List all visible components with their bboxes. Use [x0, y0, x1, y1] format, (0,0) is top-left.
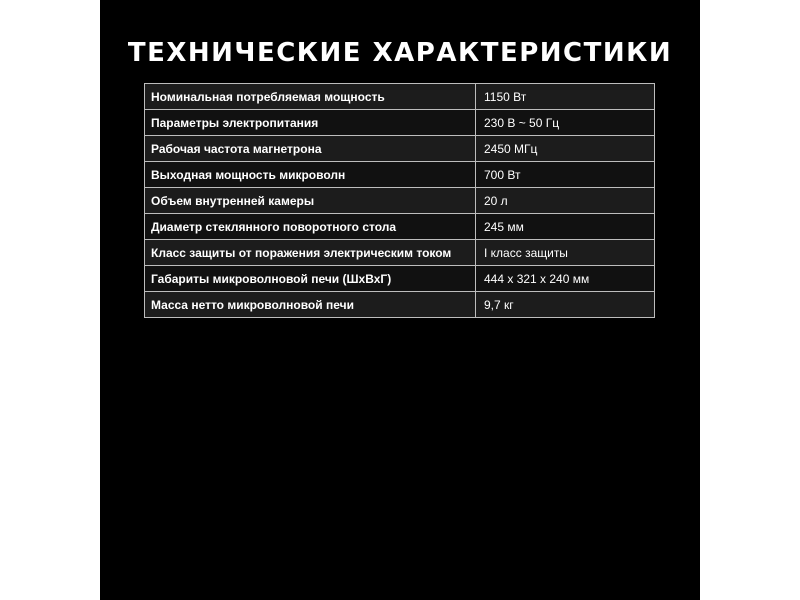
table-row [145, 214, 655, 240]
spec-name: Номинальная потребляемая мощность [145, 84, 476, 110]
spec-name: Выходная мощность микроволн [145, 162, 476, 188]
table-row [145, 292, 655, 318]
spec-value: 2450 МГц [476, 136, 655, 162]
spec-value: 1150 Вт [476, 84, 655, 110]
specs-table [144, 83, 655, 318]
spec-sheet [100, 0, 700, 600]
spec-value: 444 х 321 х 240 мм [476, 266, 655, 292]
spec-value: I класс защиты [476, 240, 655, 266]
spec-value: 245 мм [476, 214, 655, 240]
table-row [145, 110, 655, 136]
spec-name: Параметры электропитания [145, 110, 476, 136]
table-row [145, 266, 655, 292]
table-row [145, 188, 655, 214]
spec-name: Рабочая частота магнетрона [145, 136, 476, 162]
table-row [145, 162, 655, 188]
table-row [145, 84, 655, 110]
spec-value: 20 л [476, 188, 655, 214]
spec-name: Класс защиты от поражения электрическим током [145, 240, 476, 266]
table-row [145, 136, 655, 162]
spec-name: Габариты микроволновой печи (ШхВхГ) [145, 266, 476, 292]
spec-value: 9,7 кг [476, 292, 655, 318]
table-row [145, 240, 655, 266]
spec-value: 230 В ~ 50 Гц [476, 110, 655, 136]
spec-name: Диаметр стеклянного поворотного стола [145, 214, 476, 240]
spec-name: Объем внутренней камеры [145, 188, 476, 214]
spec-name: Масса нетто микроволновой печи [145, 292, 476, 318]
page-title: ТЕХНИЧЕСКИЕ ХАРАКТЕРИСТИКИ [127, 38, 673, 68]
spec-value: 700 Вт [476, 162, 655, 188]
